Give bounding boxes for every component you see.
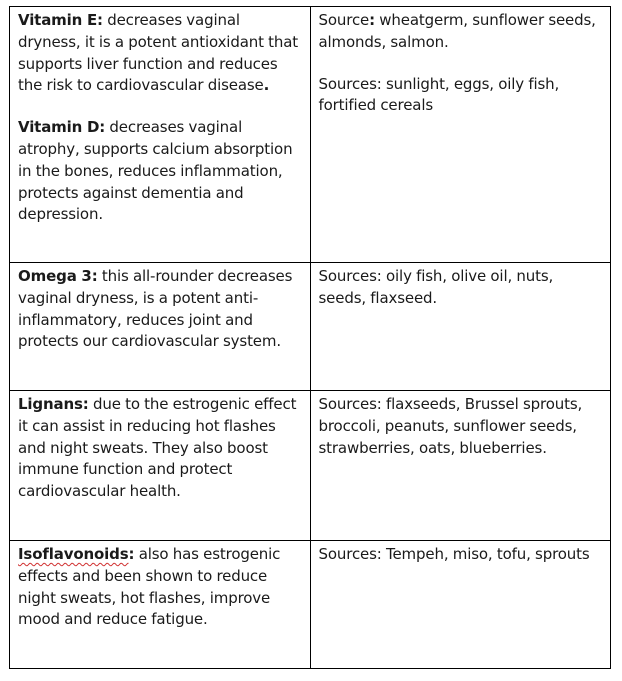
table-row bbox=[10, 7, 611, 263]
nutrient-cell bbox=[10, 7, 311, 263]
sources-prefix: Source bbox=[318, 11, 370, 29]
sentence-end: . bbox=[263, 76, 270, 95]
table-row bbox=[10, 391, 611, 541]
sources-text: Sources: oily fish, olive oil, nuts, seeds, flaxseed. bbox=[318, 267, 554, 307]
nutrient-description bbox=[18, 544, 304, 631]
nutrient-benefits: decreases vaginal atrophy, supports calcium absorption in the bones, reduces inflammation, protects against dementia and depression. bbox=[18, 118, 293, 224]
nutrient-benefits: due to the estrogenic effect it can assist in reducing hot flashes and night sweats. They also boost immune function and protect cardiovascular health. bbox=[18, 395, 297, 501]
nutrient-description bbox=[18, 394, 304, 503]
sources-cell bbox=[310, 541, 611, 669]
nutrient-cell bbox=[10, 541, 311, 669]
nutrient-benefits: decreases vaginal dryness, it is a potent antioxidant that supports liver function and reduces the risk to cardiovascular disease bbox=[18, 11, 298, 95]
nutrient-cell bbox=[10, 391, 311, 541]
nutrient-name-colon: : bbox=[128, 545, 135, 563]
nutrient-description bbox=[18, 117, 304, 226]
nutrient-name: Vitamin D: bbox=[18, 118, 106, 137]
nutrient-cell bbox=[10, 263, 311, 391]
table-row bbox=[10, 263, 611, 391]
sources-text: Sources: Tempeh, miso, tofu, sprouts bbox=[318, 545, 590, 563]
nutrient-description bbox=[18, 10, 304, 97]
sources-text bbox=[319, 10, 605, 54]
nutrient-benefits: also has estrogenic effects and been shown to reduce night sweats, hot flashes, improve mood and reduce fatigue. bbox=[18, 545, 281, 629]
sources-cell bbox=[310, 391, 611, 541]
nutrient-name: Omega 3: bbox=[18, 267, 98, 285]
sources-text: Sources: sunlight, eggs, oily fish, fortified cereals bbox=[318, 74, 560, 115]
sources-colon: : bbox=[369, 11, 375, 29]
sources-cell bbox=[310, 7, 611, 263]
nutrient-name-spellcheck[interactable]: Isoflavonoids bbox=[18, 545, 129, 563]
sources-list: wheatgerm, sunflower seeds, almonds, salmon. bbox=[318, 11, 596, 51]
sources-text: Sources: flaxseeds, Brussel sprouts, broccoli, peanuts, sunflower seeds, strawberries, oats, blueberries. bbox=[318, 395, 583, 457]
sources-cell bbox=[310, 263, 611, 391]
nutrient-name: Lignans: bbox=[18, 395, 89, 413]
nutrient-name: Vitamin E: bbox=[18, 11, 103, 29]
table-row bbox=[10, 541, 611, 669]
nutrient-description bbox=[18, 266, 304, 353]
nutrient-benefits: this all-rounder decreases vaginal dryness, is a potent anti-inflammatory, reduces joint and protects our cardiovascular system. bbox=[18, 267, 293, 351]
nutrient-table bbox=[9, 6, 611, 669]
